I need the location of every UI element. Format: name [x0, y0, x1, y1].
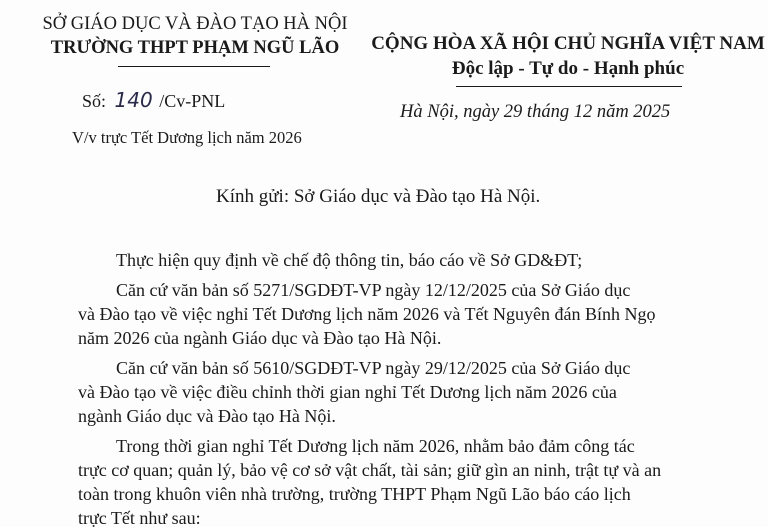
body-line: và Đào tạo về việc nghỉ Tết Dương lịch năm 2026 và Tết Nguyên đán Bính Ngọ	[78, 304, 656, 324]
body-line: Căn cứ văn bản số 5610/SGDĐT-VP ngày 29/12/2025 của Sở Giáo dục	[116, 358, 631, 378]
body-line: Căn cứ văn bản số 5271/SGDĐT-VP ngày 12/12/2025 của Sở Giáo dục	[116, 280, 631, 300]
document-number-handwritten: 140	[114, 88, 153, 112]
document-number-prefix: Số:	[82, 91, 107, 111]
national-title-block	[368, 32, 768, 82]
document-number-suffix: /Cv-PNL	[159, 91, 226, 111]
body-line: và Đào tạo về việc điều chỉnh thời gian nghỉ Tết Dương lịch năm 2026 của	[78, 382, 617, 402]
body-line: ngành Giáo dục và Đào tạo Hà Nội.	[78, 406, 336, 426]
document-body	[78, 248, 758, 530]
body-line: Thực hiện quy định về chế độ thông tin, báo cáo về Sở GD&ĐT;	[116, 250, 583, 270]
body-line: toàn trong khuôn viên nhà trường, trường THPT Phạm Ngũ Lão báo cáo lịch	[78, 484, 631, 504]
body-line: Trong thời gian nghỉ Tết Dương lịch năm 2026, nhằm bảo đảm công tác	[116, 436, 635, 456]
national-motto: Độc lập - Tự do - Hạnh phúc	[451, 58, 685, 79]
authority-underline	[118, 66, 270, 67]
national-title: CỘNG HÒA XÃ HỘI CHỦ NGHĨA VIỆT NAM	[371, 33, 765, 54]
agency-name: SỞ GIÁO DỤC VÀ ĐÀO TẠO HÀ NỘI	[42, 14, 348, 34]
body-line: trực cơ quan; quản lý, bảo vệ cơ sở vật chất, tài sản; giữ gìn an ninh, trật tự và an	[78, 460, 662, 480]
body-line: trực Tết như sau:	[78, 508, 201, 528]
place-and-date: Hà Nội, ngày 29 tháng 12 năm 2025	[400, 102, 671, 122]
issuing-authority-block	[36, 12, 354, 60]
body-line: năm 2026 của ngành Giáo dục và Đào tạo Hà Nội.	[78, 328, 442, 348]
motto-underline	[456, 86, 682, 87]
document-number	[82, 88, 225, 112]
recipient-line: Kính gửi: Sở Giáo dục và Đào tạo Hà Nội.	[216, 186, 541, 207]
school-name: TRƯỜNG THPT PHẠM NGŨ LÃO	[50, 38, 340, 58]
document-subject: V/v trực Tết Dương lịch năm 2026	[72, 128, 302, 147]
